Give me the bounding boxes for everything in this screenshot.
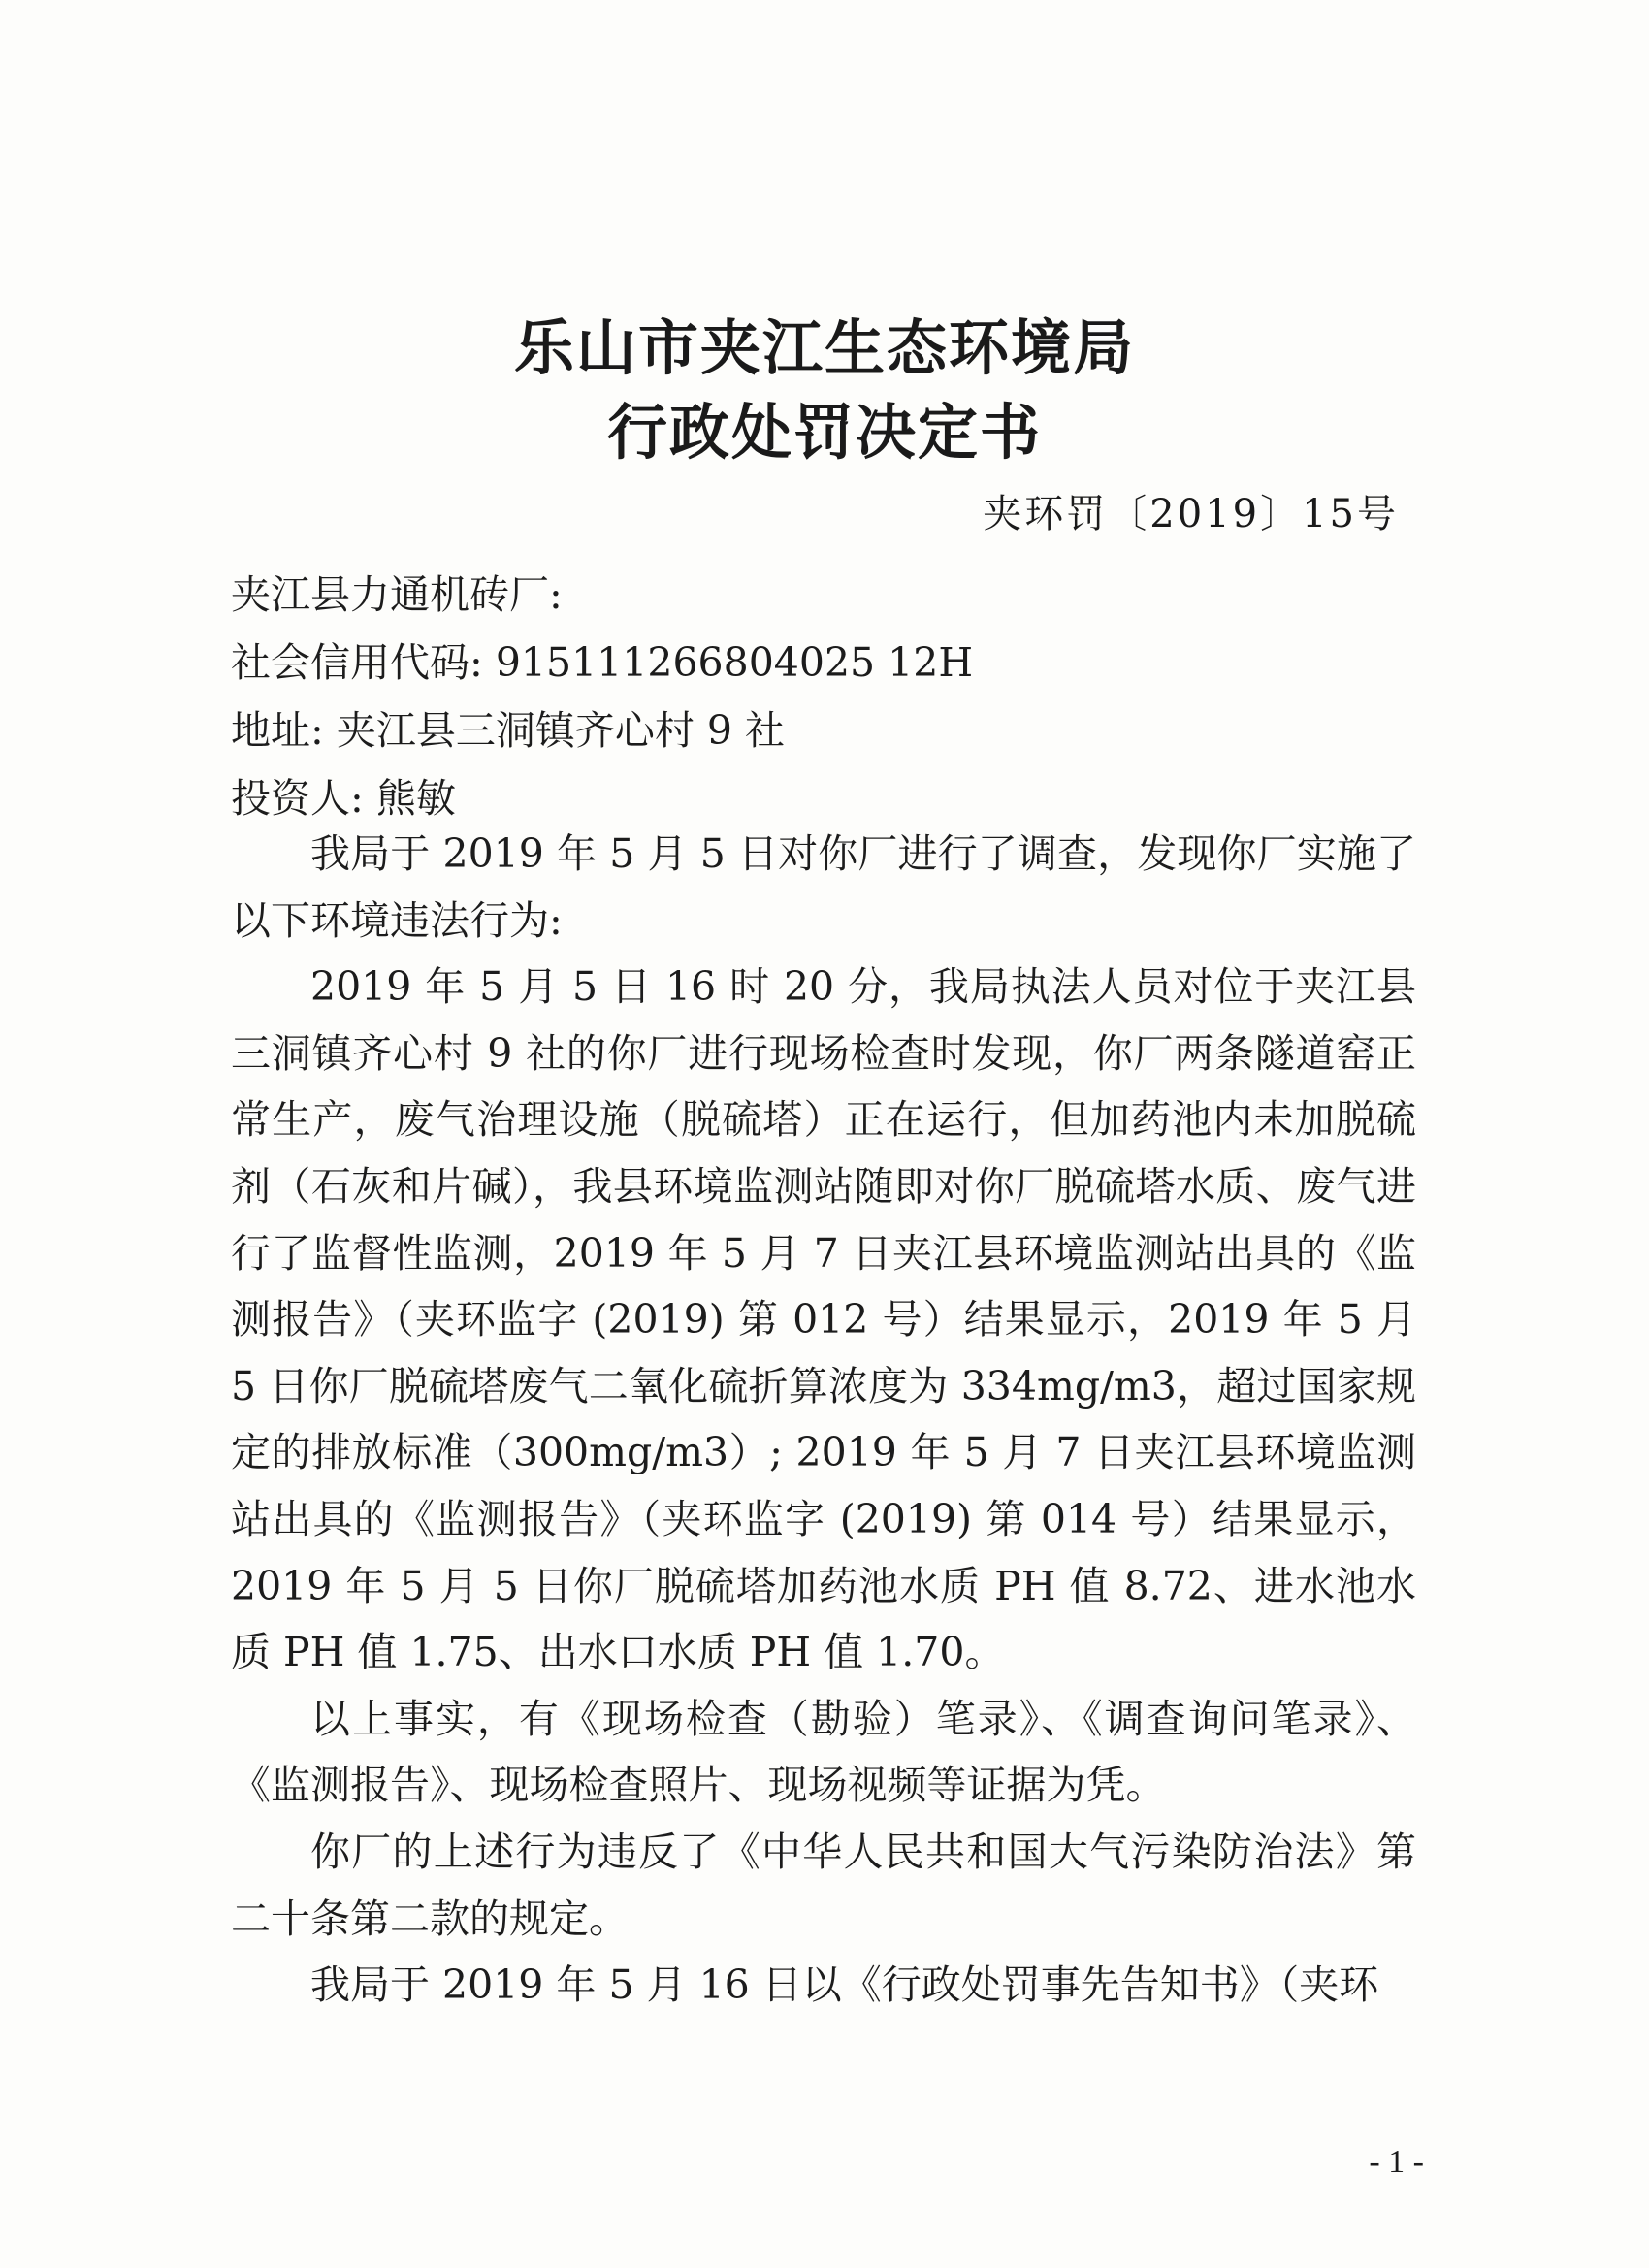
- paragraph-evidence: 以上事实，有《现场检查（勘验）笔录》、《调查询问笔录》、《监测报告》、现场检查照片、现场视频等证据为凭。: [231, 1695, 1416, 1809]
- paragraph-violation: 你厂的上述行为违反了《中华人民共和国大气污染防治法》第二十条第二款的规定。: [231, 1828, 1416, 1942]
- address: 地址: 夹江县三洞镇齐心村 9 社: [231, 707, 785, 754]
- document-title: 行政处罚决定书: [606, 397, 1042, 468]
- credit-code: 社会信用代码: 915111266804025 12H: [231, 639, 974, 686]
- decision-body: [231, 821, 1416, 2019]
- agency-title: 乐山市夹江生态环境局: [513, 312, 1135, 383]
- addressee-name: 夹江县力通机砖厂:: [231, 571, 563, 618]
- paragraph-investigation: 我局于 2019 年 5 月 5 日对你厂进行了调查，发现你厂实施了以下环境违法行为:: [231, 830, 1416, 944]
- paragraph-facts: 2019 年 5 月 5 日 16 时 20 分，我局执法人员对位于夹江县三洞镇齐心村 9 社的你厂进行现场检查时发现，你厂两条隧道窑正常生产，废气治理设施（脱硫塔）正在运行，但加药池内未加脱硫剂（石灰和片碱），我县环境监测站随即对你厂脱硫塔水质、废气进行了监督性监测，2019 年 5 月 7 日夹江县环境监测站出具的《监测报告》（夹环监字 (2019) 第 012 号）结果显示，2019 年 5 月 5 日你厂脱硫塔废气二氧化硫折算浓度为 334mg/m3，超过国家规定的排放标准（300mg/m3）; 2019 年 5 月 7 日夹江县环境监测站出具的《监测报告》（夹环监字 (2019) 第 014 号）结果显示，2019 年 5 月 5 日你厂脱硫塔加药池水质 PH 值 8.72、进水池水质 PH 值 1.75、出水口水质 PH 值 1.70。: [231, 963, 1416, 1676]
- page-number: - 1 -: [1369, 2144, 1424, 2180]
- document-number: 夹环罚〔2019〕15号: [983, 492, 1399, 536]
- paragraph-notice: 我局于 2019 年 5 月 16 日以《行政处罚事先告知书》（夹环: [310, 1961, 1379, 2009]
- addressee-block: [231, 561, 1416, 832]
- investor: 投资人: 熊敏: [231, 775, 456, 822]
